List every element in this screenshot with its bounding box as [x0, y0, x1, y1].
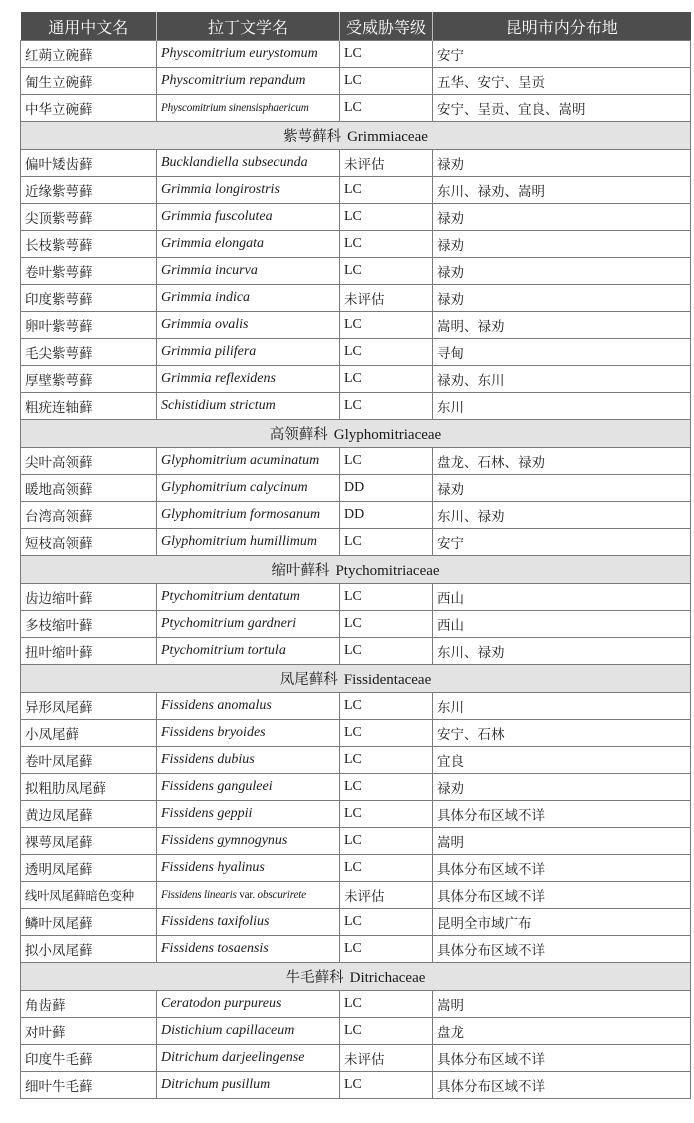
latin-name-cell — [157, 393, 340, 420]
family-chinese-name: 缩叶藓科 — [271, 563, 330, 579]
latin-name: Fissidens tosaensis — [161, 941, 269, 956]
table-body — [21, 41, 691, 1099]
table-row — [21, 95, 691, 122]
table-row — [21, 611, 691, 638]
family-cell — [21, 122, 691, 150]
distribution-cell: 安宁 — [433, 41, 691, 68]
chinese-name-cell: 对叶藓 — [21, 1018, 157, 1045]
latin-name: Fissidens dubius — [161, 752, 255, 767]
distribution-cell: 安宁、石林 — [433, 720, 691, 747]
distribution-cell: 禄劝 — [433, 231, 691, 258]
distribution-cell: 东川、禄劝、嵩明 — [433, 177, 691, 204]
table-row — [21, 909, 691, 936]
latin-name: Fissidens bryoides — [161, 725, 266, 740]
chinese-name-cell: 细叶牛毛藓 — [21, 1072, 157, 1099]
latin-name-cell — [157, 312, 340, 339]
latin-name-cell — [157, 855, 340, 882]
latin-name-cell — [157, 529, 340, 556]
distribution-cell: 安宁 — [433, 529, 691, 556]
latin-name-cell — [157, 366, 340, 393]
latin-name: Fissidens ganguleei — [161, 779, 273, 794]
latin-name-cell — [157, 1018, 340, 1045]
latin-name: Grimmia ovalis — [161, 317, 249, 332]
distribution-cell: 具体分布区域不详 — [433, 1072, 691, 1099]
distribution-cell: 嵩明 — [433, 991, 691, 1018]
latin-name-cell — [157, 448, 340, 475]
distribution-cell: 五华、安宁、呈贡 — [433, 68, 691, 95]
latin-name-cell — [157, 204, 340, 231]
threat-level-cell: 未评估 — [340, 150, 433, 177]
threat-level-cell: LC — [340, 312, 433, 339]
chinese-name-cell: 红蒴立碗藓 — [21, 41, 157, 68]
latin-name-cell — [157, 150, 340, 177]
distribution-cell: 具体分布区域不详 — [433, 1045, 691, 1072]
table-row — [21, 529, 691, 556]
threat-level-cell: LC — [340, 339, 433, 366]
threat-level-cell: LC — [340, 41, 433, 68]
table-row — [21, 828, 691, 855]
table-row — [21, 448, 691, 475]
family-chinese-name: 凤尾藓科 — [279, 672, 338, 688]
distribution-cell: 具体分布区域不详 — [433, 936, 691, 963]
threat-level-cell: LC — [340, 1072, 433, 1099]
family-cell — [21, 665, 691, 693]
family-chinese-name: 高领藓科 — [269, 427, 328, 443]
threat-level-cell: LC — [340, 68, 433, 95]
latin-name-cell — [157, 1072, 340, 1099]
latin-name: Ceratodon purpureus — [161, 996, 282, 1011]
latin-name: Glyphomitrium calycinum — [161, 480, 308, 495]
latin-name: Grimmia pilifera — [161, 344, 257, 359]
latin-name: Grimmia reflexidens — [161, 371, 276, 386]
table-row — [21, 177, 691, 204]
chinese-name-cell: 卷叶凤尾藓 — [21, 747, 157, 774]
chinese-name-cell: 角齿藓 — [21, 991, 157, 1018]
distribution-cell: 盘龙、石林、禄劝 — [433, 448, 691, 475]
chinese-name-cell: 暖地高领藓 — [21, 475, 157, 502]
threat-level-cell: LC — [340, 991, 433, 1018]
family-row — [21, 963, 691, 991]
family-chinese-name: 牛毛藓科 — [285, 970, 344, 986]
chinese-name-cell: 偏叶矮齿藓 — [21, 150, 157, 177]
table-row — [21, 638, 691, 665]
chinese-name-cell: 短枝高领藓 — [21, 529, 157, 556]
threat-level-cell: LC — [340, 693, 433, 720]
chinese-name-cell: 扭叶缩叶藓 — [21, 638, 157, 665]
family-row — [21, 420, 691, 448]
threat-level-cell: LC — [340, 909, 433, 936]
distribution-cell: 具体分布区域不详 — [433, 855, 691, 882]
latin-name: Grimmia elongata — [161, 236, 265, 251]
table-row — [21, 393, 691, 420]
latin-name-cell — [157, 475, 340, 502]
latin-name: Fissidens geppii — [161, 806, 253, 821]
family-cell — [21, 963, 691, 991]
table-row — [21, 339, 691, 366]
table-row — [21, 68, 691, 95]
distribution-cell: 西山 — [433, 611, 691, 638]
threat-level-cell: LC — [340, 720, 433, 747]
table-row — [21, 475, 691, 502]
threat-level-cell: LC — [340, 258, 433, 285]
table-row — [21, 584, 691, 611]
table-row — [21, 882, 691, 909]
latin-rank: var. — [239, 889, 255, 901]
threat-level-cell: LC — [340, 828, 433, 855]
chinese-name-cell: 拟小凤尾藓 — [21, 936, 157, 963]
threat-level-cell: LC — [340, 611, 433, 638]
threat-level-cell: LC — [340, 801, 433, 828]
latin-name: Ptychomitrium gardneri — [161, 616, 297, 631]
latin-name-cell — [157, 747, 340, 774]
threat-level-cell: 未评估 — [340, 1045, 433, 1072]
table-row — [21, 720, 691, 747]
family-latin-name: Fissidentaceae — [343, 672, 432, 688]
latin-name-cell — [157, 909, 340, 936]
distribution-cell: 禄劝 — [433, 475, 691, 502]
distribution-cell: 禄劝、东川 — [433, 366, 691, 393]
distribution-cell: 具体分布区域不详 — [433, 801, 691, 828]
distribution-cell: 安宁、呈贡、宜良、嵩明 — [433, 95, 691, 122]
latin-name-cell — [157, 41, 340, 68]
threat-level-cell: LC — [340, 204, 433, 231]
threat-level-cell: LC — [340, 95, 433, 122]
chinese-name-cell: 印度紫萼藓 — [21, 285, 157, 312]
distribution-cell: 东川、禄劝 — [433, 502, 691, 529]
distribution-cell: 东川 — [433, 693, 691, 720]
table-row — [21, 747, 691, 774]
latin-name-cell — [157, 638, 340, 665]
chinese-name-cell: 粗疣连轴藓 — [21, 393, 157, 420]
family-latin-name: Ptychomitriaceae — [335, 563, 440, 579]
threat-level-cell: LC — [340, 366, 433, 393]
table-header-row — [21, 12, 691, 41]
latin-name-cell — [157, 68, 340, 95]
latin-name: Grimmia longirostris — [161, 182, 280, 197]
chinese-name-cell: 鳞叶凤尾藓 — [21, 909, 157, 936]
distribution-cell: 东川 — [433, 393, 691, 420]
table-row — [21, 991, 691, 1018]
latin-name: Ditrichum darjeelingense — [161, 1050, 305, 1065]
chinese-name-cell: 齿边缩叶藓 — [21, 584, 157, 611]
chinese-name-cell: 中华立碗藓 — [21, 95, 157, 122]
latin-name: Grimmia incurva — [161, 263, 258, 278]
table-row — [21, 285, 691, 312]
chinese-name-cell: 拟粗肋凤尾藓 — [21, 774, 157, 801]
latin-name: Distichium capillaceum — [161, 1023, 295, 1038]
table-row — [21, 1018, 691, 1045]
latin-name-cell — [157, 258, 340, 285]
latin-name: Ditrichum pusillum — [161, 1077, 271, 1092]
latin-name: Grimmia indica — [161, 290, 251, 305]
header-chinese-name: 通用中文名 — [21, 12, 157, 41]
latin-name: Grimmia fuscolutea — [161, 209, 273, 224]
latin-name-cell — [157, 231, 340, 258]
latin-name-cell — [157, 611, 340, 638]
family-row — [21, 556, 691, 584]
table-row — [21, 801, 691, 828]
family-row — [21, 122, 691, 150]
chinese-name-cell: 透明凤尾藓 — [21, 855, 157, 882]
family-chinese-name: 紫萼藓科 — [283, 129, 342, 145]
latin-name: Fissidens hyalinus — [161, 860, 265, 875]
latin-name: Fissidens linearis — [161, 889, 237, 901]
latin-name: Glyphomitrium humillimum — [161, 534, 317, 549]
latin-name: Physcomitrium repandum — [161, 73, 306, 88]
latin-name: Physcomitrium sinensisphaericum — [161, 102, 309, 114]
threat-level-cell: LC — [340, 177, 433, 204]
latin-name-cell — [157, 502, 340, 529]
table-row — [21, 41, 691, 68]
chinese-name-cell: 异形凤尾藓 — [21, 693, 157, 720]
threat-level-cell: 未评估 — [340, 882, 433, 909]
latin-name-cell — [157, 1045, 340, 1072]
latin-name: Fissidens gymnogynus — [161, 833, 288, 848]
table-row — [21, 204, 691, 231]
table-row — [21, 1045, 691, 1072]
latin-name: Fissidens anomalus — [161, 698, 272, 713]
table-row — [21, 312, 691, 339]
table-row — [21, 150, 691, 177]
distribution-cell: 禄劝 — [433, 204, 691, 231]
latin-name: Physcomitrium eurystomum — [161, 46, 318, 61]
distribution-cell: 禄劝 — [433, 774, 691, 801]
distribution-cell: 禄劝 — [433, 285, 691, 312]
latin-name-cell — [157, 991, 340, 1018]
chinese-name-cell: 匍生立碗藓 — [21, 68, 157, 95]
family-cell — [21, 556, 691, 584]
latin-name-cell — [157, 801, 340, 828]
threat-level-cell: 未评估 — [340, 285, 433, 312]
latin-name: Schistidium strictum — [161, 398, 276, 413]
latin-name: Ptychomitrium tortula — [161, 643, 286, 658]
latin-name-cell — [157, 936, 340, 963]
chinese-name-cell: 长枝紫萼藓 — [21, 231, 157, 258]
threat-level-cell: DD — [340, 502, 433, 529]
header-latin-name: 拉丁文学名 — [157, 12, 340, 41]
family-latin-name: Glyphomitriaceae — [333, 427, 442, 443]
latin-name-cell — [157, 882, 340, 909]
chinese-name-cell: 黄边凤尾藓 — [21, 801, 157, 828]
latin-name-cell — [157, 828, 340, 855]
chinese-name-cell: 小凤尾藓 — [21, 720, 157, 747]
latin-name: Ptychomitrium dentatum — [161, 589, 300, 604]
distribution-cell: 嵩明 — [433, 828, 691, 855]
table-row — [21, 855, 691, 882]
threat-level-cell: LC — [340, 774, 433, 801]
chinese-name-cell: 印度牛毛藓 — [21, 1045, 157, 1072]
distribution-cell: 禄劝 — [433, 258, 691, 285]
latin-name: Glyphomitrium acuminatum — [161, 453, 320, 468]
table-row — [21, 936, 691, 963]
chinese-name-cell: 近缘紫萼藓 — [21, 177, 157, 204]
latin-name: Glyphomitrium formosanum — [161, 507, 321, 522]
chinese-name-cell: 线叶凤尾藓暗色变种 — [21, 882, 157, 909]
chinese-name-cell: 尖叶高领藓 — [21, 448, 157, 475]
header-threat-level: 受威胁等级 — [340, 12, 433, 41]
species-table — [20, 12, 691, 1099]
latin-name-cell — [157, 720, 340, 747]
latin-name: Bucklandiella subsecunda — [161, 155, 308, 170]
family-latin-name: Ditrichaceae — [349, 970, 426, 986]
table-row — [21, 1072, 691, 1099]
threat-level-cell: DD — [340, 475, 433, 502]
table-row — [21, 366, 691, 393]
latin-name-cell — [157, 339, 340, 366]
threat-level-cell: LC — [340, 529, 433, 556]
latin-name-cell — [157, 177, 340, 204]
chinese-name-cell: 毛尖紫萼藓 — [21, 339, 157, 366]
distribution-cell: 宜良 — [433, 747, 691, 774]
distribution-cell: 禄劝 — [433, 150, 691, 177]
table-row — [21, 774, 691, 801]
threat-level-cell: LC — [340, 638, 433, 665]
threat-level-cell: LC — [340, 393, 433, 420]
distribution-cell: 东川、禄劝 — [433, 638, 691, 665]
chinese-name-cell: 尖顶紫萼藓 — [21, 204, 157, 231]
threat-level-cell: LC — [340, 747, 433, 774]
chinese-name-cell: 台湾高领藓 — [21, 502, 157, 529]
chinese-name-cell: 多枝缩叶藓 — [21, 611, 157, 638]
chinese-name-cell: 裸萼凤尾藓 — [21, 828, 157, 855]
threat-level-cell: LC — [340, 231, 433, 258]
threat-level-cell: LC — [340, 584, 433, 611]
family-cell — [21, 420, 691, 448]
threat-level-cell: LC — [340, 1018, 433, 1045]
table-row — [21, 502, 691, 529]
distribution-cell: 具体分布区域不详 — [433, 882, 691, 909]
threat-level-cell: LC — [340, 936, 433, 963]
family-latin-name: Grimmiaceae — [347, 129, 428, 145]
chinese-name-cell: 厚壁紫萼藓 — [21, 366, 157, 393]
table-row — [21, 231, 691, 258]
latin-name-cell — [157, 285, 340, 312]
latin-name-cell — [157, 584, 340, 611]
latin-epithet: obscurirete — [257, 889, 306, 901]
distribution-cell: 西山 — [433, 584, 691, 611]
distribution-cell: 昆明全市域广布 — [433, 909, 691, 936]
latin-name-cell — [157, 774, 340, 801]
threat-level-cell: LC — [340, 448, 433, 475]
distribution-cell: 寻甸 — [433, 339, 691, 366]
distribution-cell: 嵩明、禄劝 — [433, 312, 691, 339]
distribution-cell: 盘龙 — [433, 1018, 691, 1045]
threat-level-cell: LC — [340, 855, 433, 882]
table-row — [21, 693, 691, 720]
chinese-name-cell: 卷叶紫萼藓 — [21, 258, 157, 285]
latin-name-cell — [157, 693, 340, 720]
table-row — [21, 258, 691, 285]
latin-name: Fissidens taxifolius — [161, 914, 270, 929]
header-distribution: 昆明市内分布地 — [433, 12, 691, 41]
chinese-name-cell: 卵叶紫萼藓 — [21, 312, 157, 339]
family-row — [21, 665, 691, 693]
latin-name-cell — [157, 95, 340, 122]
